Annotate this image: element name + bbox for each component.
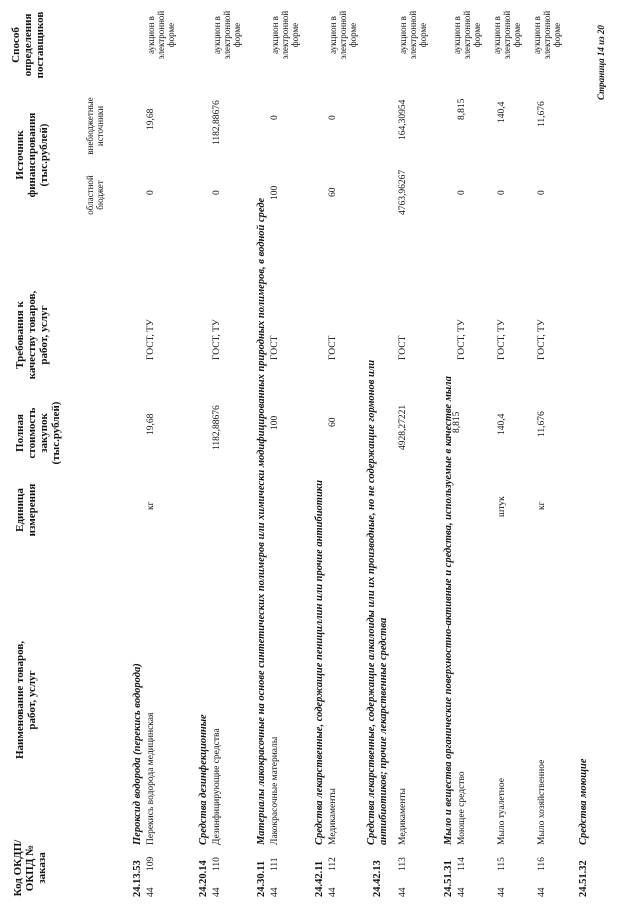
row-cost: 60: [328, 417, 338, 427]
section-code: 24.30.11: [256, 860, 267, 897]
row-req: ГОСТ, ТУ: [457, 319, 467, 360]
row-unit: кг: [537, 501, 547, 510]
header-name: Наименование товаров, работ, услуг: [14, 640, 38, 760]
row-method: аукцион в электронной форме: [146, 10, 176, 60]
section-code: 24.51.32: [578, 860, 589, 897]
row-method: аукцион в электронной форме: [328, 10, 358, 60]
page-number: Страница 14 из 20: [596, 25, 606, 100]
row-name: Лакокрасочные материалы: [270, 736, 280, 845]
section-title: Средства моющие: [578, 758, 589, 845]
row-num: 44: [146, 887, 156, 897]
row-num: 44: [212, 887, 222, 897]
row-num: 44: [270, 887, 280, 897]
section-title: Средства дезинфекционные: [198, 714, 209, 845]
row-req: ГОСТ: [398, 335, 408, 360]
row-req: ГОСТ, ТУ: [146, 319, 156, 360]
row-regional: 60: [328, 187, 338, 197]
row-regional: 0: [212, 190, 222, 195]
section-code: 24.20.14: [198, 860, 209, 897]
section-code: 24.42.11: [314, 860, 325, 897]
row-extra: 0: [270, 115, 280, 120]
row-req: ГОСТ: [270, 335, 280, 360]
row-num: 110: [212, 857, 222, 871]
row-num: 44: [537, 887, 547, 897]
row-name: Медикаменты: [398, 788, 408, 845]
row-cost: 100: [270, 415, 280, 430]
row-name: Медикаменты: [328, 788, 338, 845]
row-cost: 1182,88676: [212, 405, 222, 450]
row-num: 44: [497, 887, 507, 897]
row-unit: кг: [146, 501, 156, 510]
row-unit: штук: [497, 496, 507, 517]
row-cost: 140,4: [497, 413, 507, 435]
row-extra: 8,815: [457, 98, 467, 120]
row-req: ГОСТ, ТУ: [212, 319, 222, 360]
row-method: аукцион в электронной форме: [532, 10, 562, 60]
row-extra: 164,30954: [398, 99, 408, 140]
section-title: Средства лекарственные, содержащие пенициллин или прочие антибиотики: [314, 480, 325, 845]
header-unit: Единица измерения: [14, 483, 38, 537]
row-regional: 0: [457, 190, 467, 195]
row-extra: 11,676: [537, 101, 547, 127]
row-cost: 8,815: [452, 411, 462, 433]
row-method: аукцион в электронной форме: [270, 10, 300, 60]
row-num: 44: [457, 887, 467, 897]
row-regional: 0: [497, 190, 507, 195]
row-cost: 4928,27221: [398, 404, 408, 450]
row-name: Перекись водорода медицинская: [146, 712, 156, 845]
row-regional: 4763,96267: [398, 169, 408, 215]
section-code: 24.51.31: [443, 860, 454, 897]
header-fin: Источник финансирования (тыс.рублей): [14, 112, 50, 198]
row-name: Моющее средство: [457, 771, 467, 845]
section-title: Мыло и вещества органические поверхностно-активные и средства, используемые в качестве мыла: [443, 376, 454, 845]
row-num: 112: [328, 857, 338, 871]
header-method: Способ определения поставщиков: [10, 11, 46, 79]
row-num: 115: [497, 857, 507, 871]
header-cost: Полная стоимость закупок (тыс.рублей): [14, 401, 62, 465]
row-method: аукцион в электронной форме: [212, 10, 242, 60]
section-code: 24.42.13: [372, 860, 383, 897]
section-title: Средства лекарственные, содержащие алкалоиды или их производные, но не содержащие гормонов или антибиотиков; прочие лекарственные средства: [366, 359, 389, 845]
row-regional: 100: [270, 185, 280, 200]
row-cost: 19,68: [146, 413, 156, 435]
row-regional: 0: [537, 190, 547, 195]
row-num: 111: [270, 857, 280, 871]
row-name: Дезинфицирующие средства: [212, 728, 222, 845]
header-fin-extra: внебюджетные источники: [85, 97, 105, 155]
header-req: Требования к качеству товаров, работ, услуг: [14, 290, 50, 380]
row-extra: 0: [328, 115, 338, 120]
row-num: 114: [457, 857, 467, 871]
row-name: Мыло туалетное: [497, 778, 507, 845]
row-req: ГОСТ: [328, 335, 338, 360]
section-code: 24.13.53: [132, 860, 143, 897]
row-extra: 140,4: [497, 101, 507, 123]
row-regional: 0: [146, 190, 156, 195]
row-method: аукцион в электронной форме: [452, 10, 482, 60]
row-num: 44: [328, 887, 338, 897]
section-title: Материалы лакокрасочные на основе синтетических полимеров или химически модифицированных природных полимеров, в водной среде: [256, 197, 267, 845]
row-req: ГОСТ, ТУ: [497, 319, 507, 360]
row-method: аукцион в электронной форме: [492, 10, 522, 60]
row-method: аукцион в электронной форме: [398, 10, 428, 60]
section-title: Пероксид водорода (перекись водорода): [132, 663, 143, 845]
row-num: 109: [146, 856, 156, 871]
row-cost: 11,676: [537, 411, 547, 437]
row-req: ГОСТ, ТУ: [537, 319, 547, 360]
row-extra: 1182,88676: [212, 100, 222, 145]
row-name: Мыло хозяйственное: [537, 759, 547, 845]
row-extra: 19,68: [146, 108, 156, 130]
row-num: 113: [398, 857, 408, 871]
row-num: 116: [537, 857, 547, 871]
header-fin-regional: областной бюджет: [85, 175, 105, 215]
header-code: Код ОКДП/ ОКПД № заказа: [12, 839, 48, 897]
row-num: 44: [398, 887, 408, 897]
